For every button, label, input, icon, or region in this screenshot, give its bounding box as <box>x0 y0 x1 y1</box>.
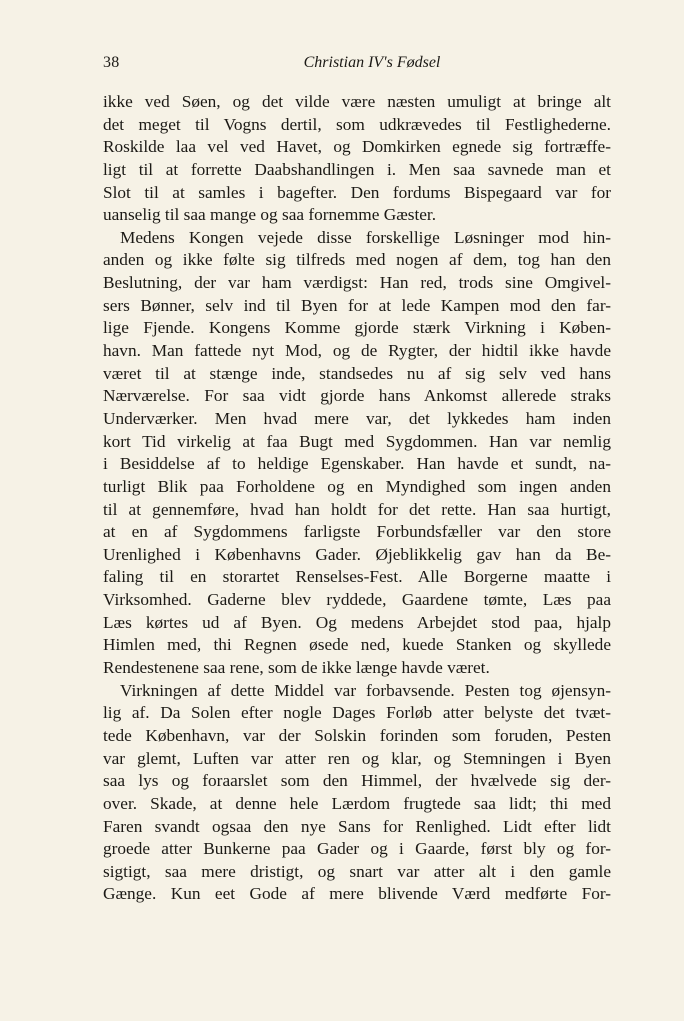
text-line: over. Skade, at denne hele Lærdom frugtede saa lidt; thi med <box>103 793 611 813</box>
text-line: tede København, var der Solskin forinden som foruden, Pesten <box>103 725 611 745</box>
text-line: Medens Kongen vejede disse forskellige Løsninger mod hin- <box>120 227 611 247</box>
running-title: Christian IV's Fødsel <box>303 54 441 71</box>
text-line: Nærværelse. For saa vidt gjorde hans Ankomst allerede straks <box>103 386 611 406</box>
text-line: sigtigt, saa mere dristigt, og snart var atter alt i den gamle <box>103 861 611 881</box>
text-line: saa lys og foraarslet som den Himmel, der hvælvede sig der- <box>103 771 611 791</box>
text-line: til at gennemføre, hvad han holdt for det rette. Han saa hurtigt, <box>103 499 611 519</box>
text-line: ligt til at forrette Daabshandlingen i. Men saa savnede man et <box>103 159 611 179</box>
text-line: sers Bønner, selv ind til Byen for at lede Kampen mod den far- <box>103 295 611 315</box>
text-line: Roskilde laa vel ved Havet, og Domkirken egnede sig fortræffe- <box>103 137 611 157</box>
text-line: at en af Sygdommens farligste Forbundsfæller var den store <box>103 522 611 542</box>
text-line: uanselig til saa mange og saa fornemme Gæster. <box>103 205 437 225</box>
text-line: ikke ved Søen, og det vilde være næsten umuligt at bringe alt <box>103 92 611 111</box>
text-line: Himlen med, thi Regnen øsede ned, kuede Stanken og skyllede <box>103 635 611 655</box>
page-header <box>103 54 611 78</box>
text-line: faling til en storartet Renselses-Fest. Alle Borgerne maatte i <box>103 567 611 587</box>
text-line: Urenlighed i Københavns Gader. Øjeblikkelig gav han da Be- <box>103 544 611 564</box>
text-line: Virkningen af dette Middel var forbavsende. Pesten tog øjensyn- <box>120 680 611 700</box>
page-number: 38 <box>103 54 120 71</box>
text-line: det meget til Vogns dertil, som udkrævedes til Festlighederne. <box>103 114 611 134</box>
text-line: Slot til at samles i bagefter. Den fordums Bispegaard var for <box>103 182 611 202</box>
text-line: Beslutning, der var ham værdigst: Han red, trods sine Omgivel- <box>103 273 611 293</box>
text-line: var glemt, Luften var atter ren og klar, og Stemningen i Byen <box>103 748 611 768</box>
text-line: Underværker. Men hvad mere var, det lykkedes ham inden <box>103 408 611 428</box>
text-line: groede atter Bunkerne paa Gader og i Gaarde, først bly og for- <box>103 839 611 859</box>
text-line: Læs kørtes ud af Byen. Og medens Arbejdet stod paa, hjalp <box>103 612 611 632</box>
body-text <box>103 91 611 906</box>
text-line: Virksomhed. Gaderne blev ryddede, Gaardene tømte, Læs paa <box>103 590 611 610</box>
text-line: Rendestenene saa rene, som de ikke længe havde været. <box>103 658 490 678</box>
text-line: havn. Man fattede nyt Mod, og de Rygter, der hidtil ikke havde <box>103 341 611 361</box>
text-line: anden og ikke følte sig tilfreds med nogen af dem, tog han den <box>103 250 611 270</box>
text-line: været til at stænge inde, standsedes nu af sig selv ved hans <box>103 363 611 383</box>
text-line: i Besiddelse af to heldige Egenskaber. Han havde et sundt, na- <box>103 454 611 474</box>
text-line: kort Tid virkelig at faa Bugt med Sygdommen. Han var nemlig <box>103 431 611 451</box>
text-line: turligt Blik paa Forholdene og en Myndighed som ingen anden <box>103 476 611 496</box>
text-line: Gænge. Kun eet Gode af mere blivende Værd medførte For- <box>103 884 611 904</box>
text-line: lige Fjende. Kongens Komme gjorde stærk Virkning i Køben- <box>103 318 611 338</box>
text-line: Faren svandt ogsaa den nye Sans for Renlighed. Lidt efter lidt <box>103 816 611 836</box>
text-line: lig af. Da Solen efter nogle Dages Forløb atter belyste det tvæt- <box>103 703 611 723</box>
